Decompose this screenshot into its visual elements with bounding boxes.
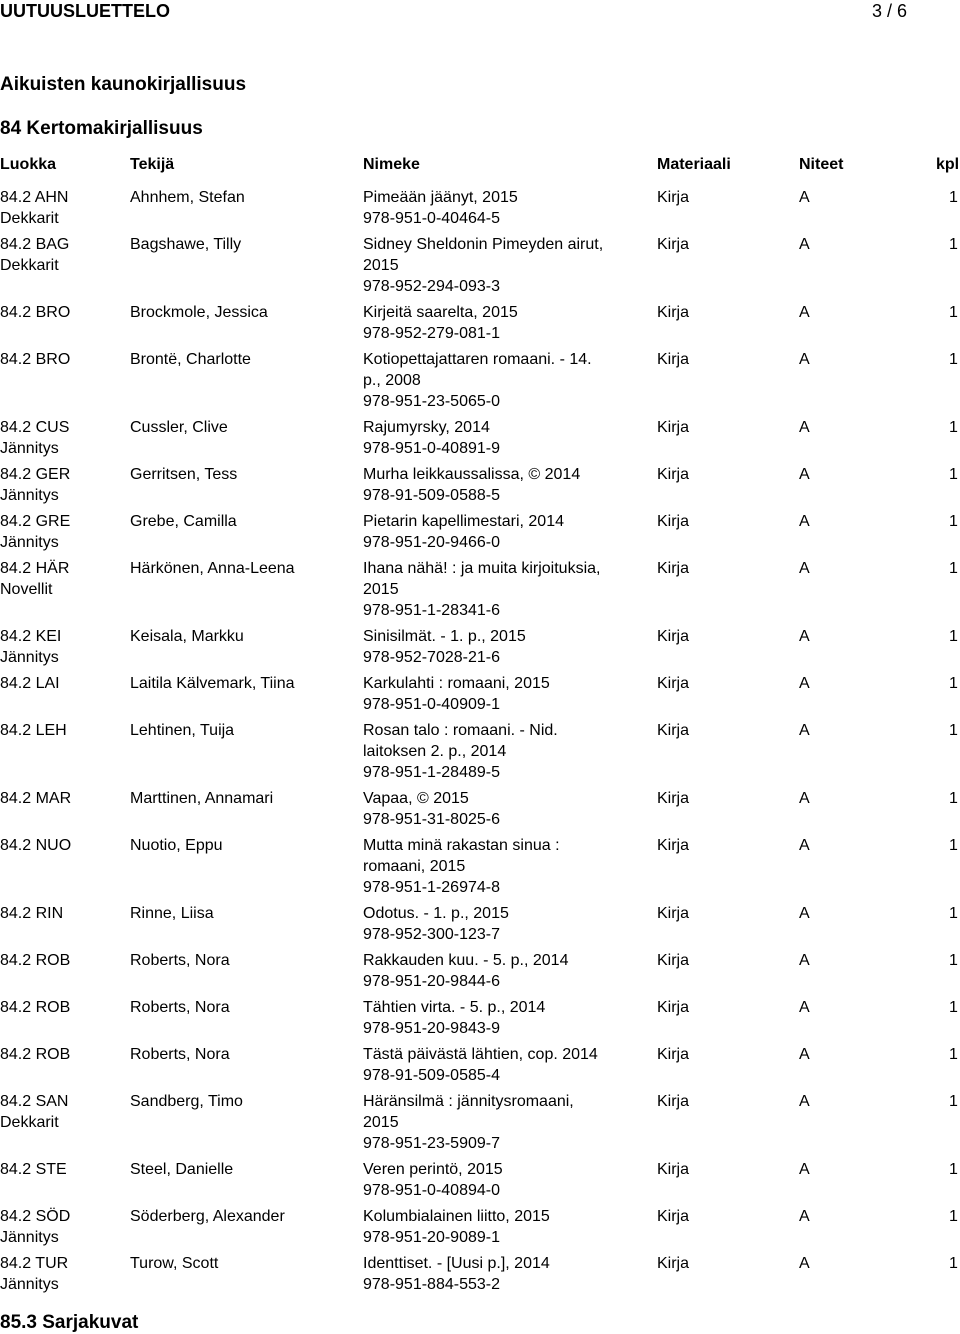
catalogue-row (0, 720, 960, 783)
isbn: 978-951-1-28489-5 (363, 764, 500, 781)
title-line: 2015 (363, 257, 399, 274)
catalogue-row (0, 1044, 960, 1086)
title-cell (363, 950, 611, 992)
class-cell (0, 626, 125, 668)
class-code: 84.2 MAR (0, 790, 72, 807)
class-code: 84.2 ROB (0, 999, 71, 1016)
subsection-heading: 84 Kertomakirjallisuus (0, 118, 203, 139)
title-cell (363, 558, 611, 621)
copies-count: 1 (949, 304, 958, 321)
isbn: 978-91-509-0588-5 (363, 487, 500, 504)
genre: Dekkarit (0, 257, 59, 274)
title-line: Kirjeitä saarelta, 2015 (363, 304, 518, 321)
catalogue-row (0, 302, 960, 344)
next-section-heading: 85.3 Sarjakuvat (0, 1312, 139, 1333)
material: Kirja (657, 905, 690, 922)
title-cell (363, 187, 611, 229)
title-cell (363, 626, 611, 668)
class-cell (0, 903, 125, 924)
class-code: 84.2 BAG (0, 236, 70, 253)
copies-class: A (799, 628, 810, 645)
copies-class: A (799, 513, 810, 530)
copies-class: A (799, 419, 810, 436)
class-code: 84.2 SÖD (0, 1208, 71, 1225)
class-cell (0, 464, 125, 506)
class-code: 84.2 LAI (0, 675, 60, 692)
copies-class: A (799, 351, 810, 368)
copies-count: 1 (949, 905, 958, 922)
author: Lehtinen, Tuija (130, 722, 235, 739)
title-cell (363, 234, 611, 297)
title-line: 2015 (363, 1114, 399, 1131)
copies-count: 1 (949, 1208, 958, 1225)
title-cell (363, 903, 611, 945)
copies-count: 1 (949, 189, 958, 206)
col-materiaali: Materiaali (657, 156, 731, 173)
copies-count: 1 (949, 722, 958, 739)
title-line: Rakkauden kuu. - 5. p., 2014 (363, 952, 569, 969)
copies-class: A (799, 304, 810, 321)
title-cell (363, 788, 611, 830)
catalogue-row (0, 511, 960, 553)
catalogue-row (0, 950, 960, 992)
catalogue-row (0, 673, 960, 715)
title-line: Odotus. - 1. p., 2015 (363, 905, 509, 922)
catalogue-row (0, 187, 960, 229)
isbn: 978-952-279-081-1 (363, 325, 500, 342)
catalogue-row (0, 1091, 960, 1154)
copies-count: 1 (949, 1255, 958, 1272)
copies-count: 1 (949, 1046, 958, 1063)
title-line: 2015 (363, 581, 399, 598)
isbn: 978-951-20-9843-9 (363, 1020, 500, 1037)
col-niteet: Niteet (799, 156, 844, 173)
title-line: Ihana nähä! : ja muita kirjoituksia, (363, 560, 601, 577)
material: Kirja (657, 560, 690, 577)
class-code: 84.2 TUR (0, 1255, 69, 1272)
class-cell (0, 511, 125, 553)
isbn: 978-952-7028-21-6 (363, 649, 500, 666)
col-tekija: Tekijä (130, 156, 175, 173)
title-cell (363, 417, 611, 459)
material: Kirja (657, 1255, 690, 1272)
col-nimeke: Nimeke (363, 156, 420, 173)
class-code: 84.2 ROB (0, 952, 71, 969)
class-code: 84.2 HÄR (0, 560, 70, 577)
title-line: Kotiopettajattaren romaani. - 14. (363, 351, 592, 368)
title-cell (363, 349, 611, 412)
title-cell (363, 1159, 611, 1201)
class-code: 84.2 LEH (0, 722, 67, 739)
genre: Dekkarit (0, 1114, 59, 1131)
catalogue-row (0, 1206, 960, 1248)
col-luokka: Luokka (0, 156, 57, 173)
class-code: 84.2 BRO (0, 304, 71, 321)
title-line: Tästä päivästä lähtien, cop. 2014 (363, 1046, 598, 1063)
class-code: 84.2 CUS (0, 419, 70, 436)
author: Grebe, Camilla (130, 513, 237, 530)
title-cell (363, 997, 611, 1039)
isbn: 978-91-509-0585-4 (363, 1067, 500, 1084)
title-line: Kolumbialainen liitto, 2015 (363, 1208, 550, 1225)
material: Kirja (657, 304, 690, 321)
class-cell (0, 349, 125, 370)
author: Turow, Scott (130, 1255, 219, 1272)
class-code: 84.2 BRO (0, 351, 71, 368)
catalogue-row (0, 788, 960, 830)
column-headers (0, 154, 960, 175)
section-heading: Aikuisten kaunokirjallisuus (0, 74, 247, 95)
material: Kirja (657, 236, 690, 253)
isbn: 978-951-884-553-2 (363, 1276, 500, 1293)
title-line: Karkulahti : romaani, 2015 (363, 675, 550, 692)
class-cell (0, 1253, 125, 1295)
class-cell (0, 1206, 125, 1248)
col-kpl: kpl (936, 156, 960, 173)
author: Bagshawe, Tilly (130, 236, 242, 253)
author: Härkönen, Anna-Leena (130, 560, 295, 577)
copies-count: 1 (949, 675, 958, 692)
copies-count: 1 (949, 236, 958, 253)
title-line: Sinisilmät. - 1. p., 2015 (363, 628, 526, 645)
genre: Novellit (0, 581, 53, 598)
isbn: 978-951-20-9089-1 (363, 1229, 500, 1246)
class-cell (0, 187, 125, 229)
author: Marttinen, Annamari (130, 790, 274, 807)
class-code: 84.2 GER (0, 466, 71, 483)
author: Rinne, Liisa (130, 905, 214, 922)
copies-class: A (799, 1255, 810, 1272)
title-cell (363, 464, 611, 506)
isbn: 978-951-23-5909-7 (363, 1135, 500, 1152)
catalogue-row (0, 558, 960, 621)
material: Kirja (657, 628, 690, 645)
class-code: 84.2 RIN (0, 905, 64, 922)
isbn: 978-951-20-9844-6 (363, 973, 500, 990)
title-cell (363, 835, 611, 898)
isbn: 978-951-31-8025-6 (363, 811, 500, 828)
title-line: Identtiset. - [Uusi p.], 2014 (363, 1255, 550, 1272)
material: Kirja (657, 722, 690, 739)
material: Kirja (657, 351, 690, 368)
title-line: Pimeään jäänyt, 2015 (363, 189, 518, 206)
class-code: 84.2 AHN (0, 189, 69, 206)
title-line: laitoksen 2. p., 2014 (363, 743, 507, 760)
class-code: 84.2 KEI (0, 628, 62, 645)
title-line: Tähtien virta. - 5. p., 2014 (363, 999, 546, 1016)
copies-class: A (799, 560, 810, 577)
genre: Jännitys (0, 1229, 59, 1246)
copies-class: A (799, 675, 810, 692)
title-cell (363, 511, 611, 553)
copies-class: A (799, 1161, 810, 1178)
material: Kirja (657, 999, 690, 1016)
author: Söderberg, Alexander (130, 1208, 285, 1225)
author: Steel, Danielle (130, 1161, 234, 1178)
catalogue-list (0, 187, 960, 1300)
copies-class: A (799, 952, 810, 969)
copies-class: A (799, 722, 810, 739)
isbn: 978-952-300-123-7 (363, 926, 500, 943)
genre: Jännitys (0, 487, 59, 504)
catalogue-row (0, 1253, 960, 1295)
copies-count: 1 (949, 419, 958, 436)
title-line: Rajumyrsky, 2014 (363, 419, 490, 436)
material: Kirja (657, 1161, 690, 1178)
copies-class: A (799, 1046, 810, 1063)
catalogue-row (0, 234, 960, 297)
isbn: 978-951-1-26974-8 (363, 879, 500, 896)
material: Kirja (657, 1046, 690, 1063)
class-cell (0, 720, 125, 741)
author: Laitila Kälvemark, Tiina (130, 675, 295, 692)
material: Kirja (657, 513, 690, 530)
class-cell (0, 1091, 125, 1133)
copies-count: 1 (949, 351, 958, 368)
author: Brockmole, Jessica (130, 304, 268, 321)
isbn: 978-951-0-40894-0 (363, 1182, 500, 1199)
class-code: 84.2 ROB (0, 1046, 71, 1063)
class-cell (0, 673, 125, 694)
isbn: 978-951-0-40464-5 (363, 210, 500, 227)
title-cell (363, 673, 611, 715)
author: Roberts, Nora (130, 1046, 230, 1063)
copies-count: 1 (949, 837, 958, 854)
title-line: Häränsilmä : jännitysromaani, (363, 1093, 574, 1110)
material: Kirja (657, 790, 690, 807)
class-code: 84.2 NUO (0, 837, 72, 854)
page-number: 3 / 6 (872, 1, 908, 21)
isbn: 978-951-0-40909-1 (363, 696, 500, 713)
title-line: Pietarin kapellimestari, 2014 (363, 513, 564, 530)
material: Kirja (657, 1208, 690, 1225)
material: Kirja (657, 675, 690, 692)
genre: Jännitys (0, 440, 59, 457)
catalogue-row (0, 1159, 960, 1201)
copies-count: 1 (949, 628, 958, 645)
class-cell (0, 558, 125, 600)
title-line: Veren perintö, 2015 (363, 1161, 503, 1178)
copies-class: A (799, 905, 810, 922)
author: Sandberg, Timo (130, 1093, 243, 1110)
class-cell (0, 835, 125, 856)
title-line: romaani, 2015 (363, 858, 466, 875)
copies-class: A (799, 1208, 810, 1225)
catalogue-row (0, 464, 960, 506)
copies-count: 1 (949, 952, 958, 969)
class-cell (0, 997, 125, 1018)
genre: Jännitys (0, 649, 59, 666)
author: Ahnhem, Stefan (130, 189, 245, 206)
material: Kirja (657, 952, 690, 969)
author: Keisala, Markku (130, 628, 244, 645)
class-cell (0, 234, 125, 276)
catalogue-row (0, 349, 960, 412)
catalogue-row (0, 626, 960, 668)
isbn: 978-951-0-40891-9 (363, 440, 500, 457)
class-cell (0, 950, 125, 971)
title-cell (363, 1091, 611, 1154)
title-line: p., 2008 (363, 372, 421, 389)
author: Roberts, Nora (130, 952, 230, 969)
material: Kirja (657, 189, 690, 206)
copies-class: A (799, 999, 810, 1016)
class-cell (0, 1159, 125, 1180)
copies-count: 1 (949, 1093, 958, 1110)
catalogue-row (0, 417, 960, 459)
genre: Dekkarit (0, 210, 59, 227)
copies-class: A (799, 189, 810, 206)
title-cell (363, 1253, 611, 1295)
title-line: Sidney Sheldonin Pimeyden airut, (363, 236, 604, 253)
copies-count: 1 (949, 1161, 958, 1178)
title-line: Vapaa, © 2015 (363, 790, 469, 807)
copies-count: 1 (949, 466, 958, 483)
document-title: UUTUUSLUETTELO (0, 1, 170, 21)
isbn: 978-951-1-28341-6 (363, 602, 500, 619)
class-code: 84.2 SAN (0, 1093, 69, 1110)
copies-class: A (799, 837, 810, 854)
author: Gerritsen, Tess (130, 466, 238, 483)
copies-class: A (799, 236, 810, 253)
author: Roberts, Nora (130, 999, 230, 1016)
title-line: Murha leikkaussalissa, © 2014 (363, 466, 581, 483)
material: Kirja (657, 419, 690, 436)
copies-count: 1 (949, 560, 958, 577)
material: Kirja (657, 466, 690, 483)
copies-count: 1 (949, 513, 958, 530)
isbn: 978-951-20-9466-0 (363, 534, 500, 551)
title-cell (363, 302, 611, 344)
author: Cussler, Clive (130, 419, 228, 436)
isbn: 978-952-294-093-3 (363, 278, 500, 295)
genre: Jännitys (0, 534, 59, 551)
material: Kirja (657, 1093, 690, 1110)
author: Nuotio, Eppu (130, 837, 223, 854)
copies-count: 1 (949, 999, 958, 1016)
author: Brontë, Charlotte (130, 351, 251, 368)
title-line: Rosan talo : romaani. - Nid. (363, 722, 558, 739)
catalogue-row (0, 835, 960, 898)
title-line: Mutta minä rakastan sinua : (363, 837, 560, 854)
class-cell (0, 417, 125, 459)
copies-class: A (799, 1093, 810, 1110)
isbn: 978-951-23-5065-0 (363, 393, 500, 410)
title-cell (363, 720, 611, 783)
copies-count: 1 (949, 790, 958, 807)
catalogue-row (0, 903, 960, 945)
material: Kirja (657, 837, 690, 854)
copies-class: A (799, 466, 810, 483)
class-cell (0, 302, 125, 323)
catalogue-row (0, 997, 960, 1039)
title-cell (363, 1206, 611, 1248)
copies-class: A (799, 790, 810, 807)
title-cell (363, 1044, 611, 1086)
class-code: 84.2 GRE (0, 513, 71, 530)
class-cell (0, 788, 125, 809)
genre: Jännitys (0, 1276, 59, 1293)
class-cell (0, 1044, 125, 1065)
class-code: 84.2 STE (0, 1161, 67, 1178)
